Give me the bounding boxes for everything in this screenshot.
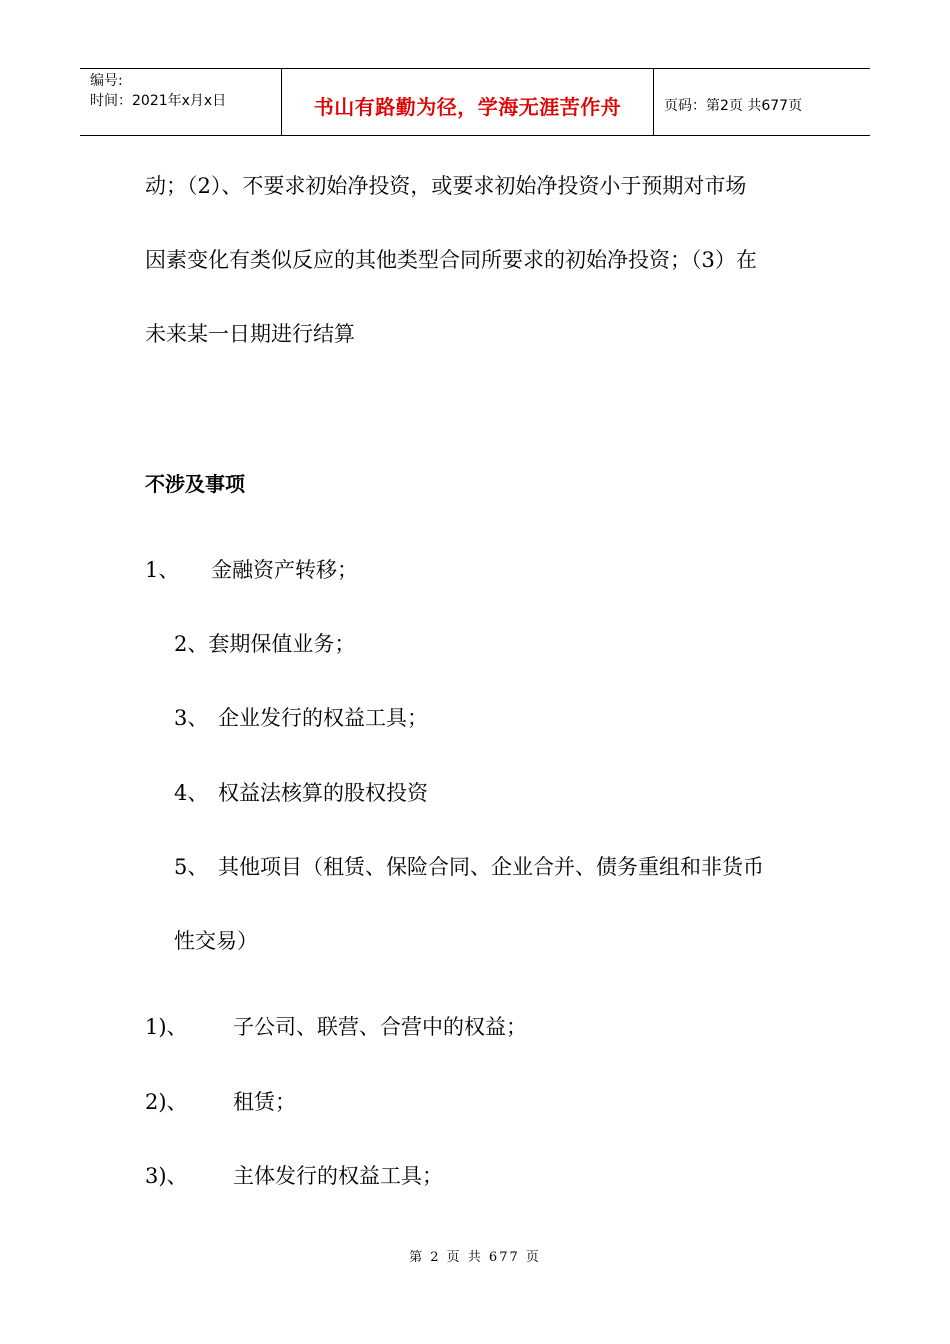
sub-list-item xyxy=(145,1162,443,1190)
list-item xyxy=(174,704,428,732)
list-item-continuation xyxy=(174,927,258,955)
paragraph-line-1: 动；（2）、不要求初始净投资，或要求初始净投资小于预期对市场 xyxy=(145,174,747,198)
list-item-text: 权益法核算的股权投资 xyxy=(218,781,428,805)
document-number-label: 编号: xyxy=(90,73,123,89)
list-item xyxy=(174,630,355,658)
header-motto: 书山有路勤为径，学海无涯苦作舟 xyxy=(313,94,622,119)
sub-list-item-number: 3)、 xyxy=(145,1164,188,1188)
list-item-text: 其他项目（租赁、保险合同、企业合并、债务重组和非货币 xyxy=(218,855,764,879)
document-date: 时间：2021年x月x日 xyxy=(90,93,227,109)
sub-list-item-number: 1)、 xyxy=(145,1015,188,1039)
list-item-number: 3、 xyxy=(174,706,209,730)
header-page-info xyxy=(654,69,870,135)
list-item-number: 4、 xyxy=(174,781,209,805)
header-meta xyxy=(80,69,282,135)
paragraph-line-2: 因素变化有类似反应的其他类型合同所要求的初始净投资；（3）在 xyxy=(145,248,757,272)
list-item xyxy=(174,779,428,807)
sub-list-item xyxy=(145,1088,296,1116)
sub-list-item xyxy=(145,1013,527,1041)
list-item-text: 企业发行的权益工具； xyxy=(218,706,428,730)
list-item-text: 性交易） xyxy=(174,929,258,953)
list-item xyxy=(174,853,764,881)
header-motto-cell xyxy=(282,69,654,135)
sub-list-item-text: 主体发行的权益工具； xyxy=(233,1164,443,1188)
sub-list-item-text: 子公司、联营、合营中的权益； xyxy=(233,1015,527,1039)
page-info-text: 页码：第2页 共677页 xyxy=(664,98,803,114)
page-header xyxy=(80,68,870,136)
list-item-text: 金融资产转移； xyxy=(211,558,358,582)
section-title: 不涉及事项 xyxy=(145,472,245,496)
sub-list-item-number: 2)、 xyxy=(145,1090,188,1114)
list-item-number: 5、 xyxy=(174,855,209,879)
paragraph-line-3: 未来某一日期进行结算 xyxy=(145,322,355,346)
page-footer: 第 2 页 共 677 页 xyxy=(409,1250,541,1265)
list-item-number: 1、 xyxy=(145,558,180,582)
sub-list-item-text: 租赁； xyxy=(233,1090,296,1114)
list-item-text: 2、套期保值业务； xyxy=(174,632,356,656)
list-item xyxy=(145,556,358,584)
